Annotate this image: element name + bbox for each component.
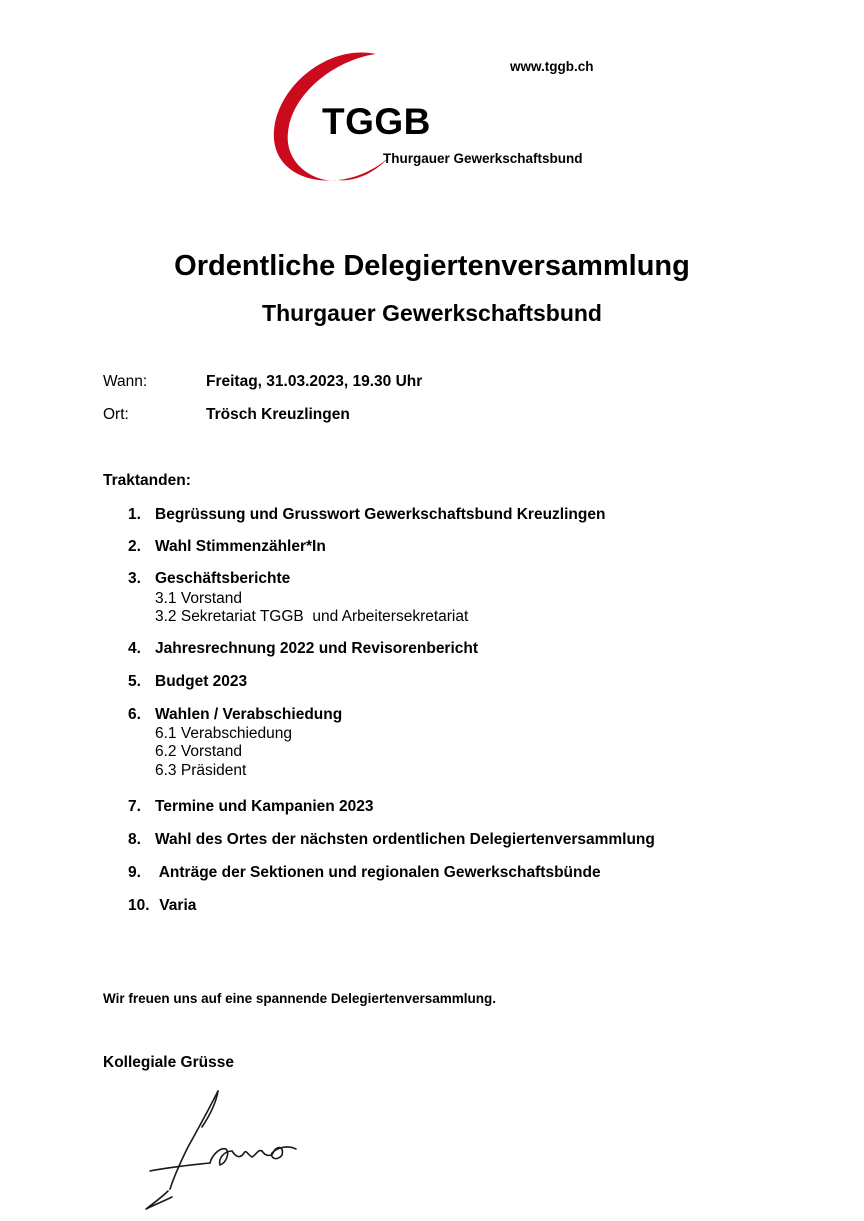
agenda-heading: Traktanden:: [103, 472, 191, 489]
agenda-item-5: [128, 673, 247, 691]
agenda-subitem-3-2: 3.2 Sekretariat TGGB und Arbeitersekretariat: [155, 608, 469, 625]
agenda-item-6: [128, 706, 342, 724]
agenda-item-number: 4.: [128, 640, 141, 657]
agenda-item-number: 1.: [128, 506, 141, 523]
closing-text: Wir freuen uns auf eine spannende Delegiertenversammlung.: [103, 991, 496, 1006]
website-link[interactable]: www.tggb.ch: [510, 59, 594, 74]
agenda-subitem-3-1: 3.1 Vorstand: [155, 590, 243, 607]
agenda-item-number: 2.: [128, 538, 141, 555]
agenda-item-label: Jahresrechnung 2022 und Revisorenbericht: [155, 640, 479, 657]
agenda-item-4: [128, 640, 478, 658]
agenda-item-3: [128, 570, 290, 588]
logo-text: TGGB: [322, 101, 431, 142]
agenda-item-label: Wahl Stimmenzähler*In: [155, 538, 326, 555]
regards-text: Kollegiale Grüsse: [103, 1054, 234, 1071]
where-value: Trösch Kreuzlingen: [206, 406, 350, 423]
agenda-item-label: Geschäftsberichte: [155, 570, 291, 587]
agenda-item-label: Wahl des Ortes der nächsten ordentlichen Delegiertenversammlung: [155, 831, 655, 848]
agenda-item-number: 7.: [128, 798, 141, 815]
logo-subtitle: Thurgauer Gewerkschaftsbund: [383, 151, 583, 166]
signature-icon: [140, 1085, 310, 1215]
where-label: Ort:: [103, 406, 129, 423]
agenda-item-label: Varia: [155, 897, 197, 914]
agenda-item-label: Anträge der Sektionen und regionalen Gewerkschaftsbünde: [155, 864, 601, 881]
agenda-item-number: 6.: [128, 706, 141, 723]
agenda-subitem-6-3: 6.3 Präsident: [155, 762, 247, 779]
when-value: Freitag, 31.03.2023, 19.30 Uhr: [206, 373, 423, 390]
agenda-subitem-6-1: 6.1 Verabschiedung: [155, 725, 293, 742]
page-title: Ordentliche Delegiertenversammlung: [174, 250, 690, 282]
agenda-item-label: Begrüssung und Grusswort Gewerkschaftsbund Kreuzlingen: [155, 506, 606, 523]
agenda-item-label: Termine und Kampanien 2023: [155, 798, 374, 815]
agenda-item-number: 5.: [128, 673, 141, 690]
agenda-item-7: [128, 798, 374, 816]
agenda-item-number: 10.: [128, 897, 150, 914]
agenda-subitem-6-2: 6.2 Vorstand: [155, 743, 243, 760]
agenda-item-number: 9.: [128, 864, 141, 881]
agenda-item-8: [128, 831, 655, 849]
agenda-item-number: 8.: [128, 831, 141, 848]
page-subtitle: Thurgauer Gewerkschaftsbund: [262, 300, 602, 326]
agenda-item-number: 3.: [128, 570, 141, 587]
agenda-item-9: [128, 864, 601, 882]
when-label: Wann:: [103, 373, 148, 390]
agenda-item-1: [128, 506, 605, 524]
agenda-item-10: [128, 897, 196, 915]
agenda-item-label: Wahlen / Verabschiedung: [155, 706, 343, 723]
agenda-item-label: Budget 2023: [155, 673, 248, 690]
agenda-item-2: [128, 538, 326, 556]
